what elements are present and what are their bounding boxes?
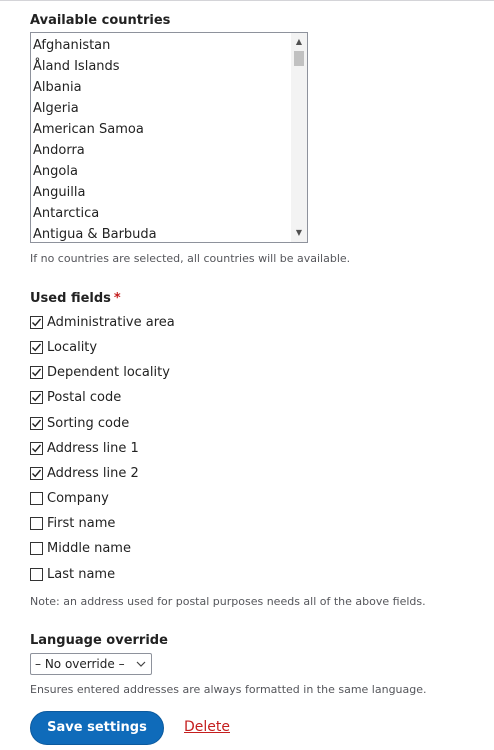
- field-checkbox-label[interactable]: Address line 1: [47, 440, 139, 456]
- checkbox-unchecked[interactable]: [30, 517, 43, 530]
- country-option[interactable]: Albania: [33, 80, 82, 95]
- language-override-label: Language override: [30, 633, 168, 648]
- field-checkbox-row[interactable]: [30, 338, 97, 356]
- checkbox-checked[interactable]: [30, 442, 43, 455]
- language-override-value: – No override –: [35, 657, 125, 671]
- checkbox-checked[interactable]: [30, 316, 43, 329]
- used-fields-help-text: Note: an address used for postal purposes needs all of the above fields.: [30, 595, 426, 608]
- scroll-thumb[interactable]: [294, 51, 304, 66]
- checkbox-unchecked[interactable]: [30, 568, 43, 581]
- checkbox-checked[interactable]: [30, 341, 43, 354]
- save-settings-button[interactable]: Save settings: [30, 711, 164, 745]
- field-checkbox-row[interactable]: [30, 388, 121, 406]
- field-checkbox-label[interactable]: Address line 2: [47, 465, 139, 481]
- checkbox-checked[interactable]: [30, 467, 43, 480]
- countries-help-text: If no countries are selected, all countries will be available.: [30, 252, 351, 265]
- country-option[interactable]: Algeria: [33, 101, 79, 116]
- scroll-up-arrow-icon[interactable]: ▲: [295, 37, 303, 46]
- country-option[interactable]: Andorra: [33, 143, 85, 158]
- checkbox-unchecked[interactable]: [30, 542, 43, 555]
- field-checkbox-label[interactable]: First name: [47, 515, 116, 531]
- required-marker: *: [113, 291, 121, 306]
- field-checkbox-row[interactable]: [30, 313, 175, 331]
- field-checkbox-label[interactable]: Sorting code: [47, 415, 130, 431]
- checkbox-checked[interactable]: [30, 366, 43, 379]
- available-countries-label: Available countries: [30, 13, 171, 28]
- checkmark-icon: [31, 468, 42, 479]
- field-checkbox-label[interactable]: Locality: [47, 339, 98, 355]
- scroll-down-arrow-icon[interactable]: ▼: [295, 228, 303, 237]
- field-checkbox-row[interactable]: [30, 565, 115, 583]
- top-divider: [0, 0, 494, 1]
- field-checkbox-row[interactable]: [30, 363, 170, 381]
- chevron-down-icon: [135, 654, 147, 674]
- field-checkbox-row[interactable]: [30, 464, 139, 482]
- country-option[interactable]: Åland Islands: [33, 59, 120, 74]
- field-checkbox-row[interactable]: [30, 439, 139, 457]
- country-option[interactable]: Angola: [33, 164, 78, 179]
- available-countries-listbox[interactable]: [30, 32, 308, 243]
- used-fields-label: Used fields *: [30, 291, 121, 306]
- checkmark-icon: [31, 443, 42, 454]
- field-checkbox-row[interactable]: [30, 514, 115, 532]
- language-override-select[interactable]: [30, 653, 152, 675]
- field-checkbox-label[interactable]: Dependent locality: [47, 364, 170, 380]
- checkbox-checked[interactable]: [30, 391, 43, 404]
- delete-link[interactable]: Delete: [184, 719, 230, 735]
- field-checkbox-label[interactable]: Company: [47, 490, 109, 506]
- field-checkbox-label[interactable]: Middle name: [47, 540, 131, 556]
- checkmark-icon: [31, 367, 42, 378]
- checkmark-icon: [31, 317, 42, 328]
- country-option[interactable]: Antarctica: [33, 206, 100, 221]
- field-checkbox-label[interactable]: Administrative area: [47, 314, 175, 330]
- checkmark-icon: [31, 392, 42, 403]
- field-checkbox-row[interactable]: [30, 414, 129, 432]
- country-option[interactable]: American Samoa: [33, 122, 144, 137]
- field-checkbox-row[interactable]: [30, 489, 109, 507]
- field-checkbox-label[interactable]: Postal code: [47, 389, 122, 405]
- checkmark-icon: [31, 418, 42, 429]
- language-help-text: Ensures entered addresses are always formatted in the same language.: [30, 683, 427, 696]
- checkmark-icon: [31, 342, 42, 353]
- country-option[interactable]: Afghanistan: [33, 38, 111, 53]
- field-checkbox-label[interactable]: Last name: [47, 566, 116, 582]
- country-option[interactable]: Anguilla: [33, 185, 86, 200]
- checkbox-checked[interactable]: [30, 417, 43, 430]
- field-checkbox-row[interactable]: [30, 539, 131, 557]
- checkbox-unchecked[interactable]: [30, 492, 43, 505]
- country-option[interactable]: Antigua & Barbuda: [33, 227, 157, 242]
- listbox-scrollbar[interactable]: [291, 33, 307, 242]
